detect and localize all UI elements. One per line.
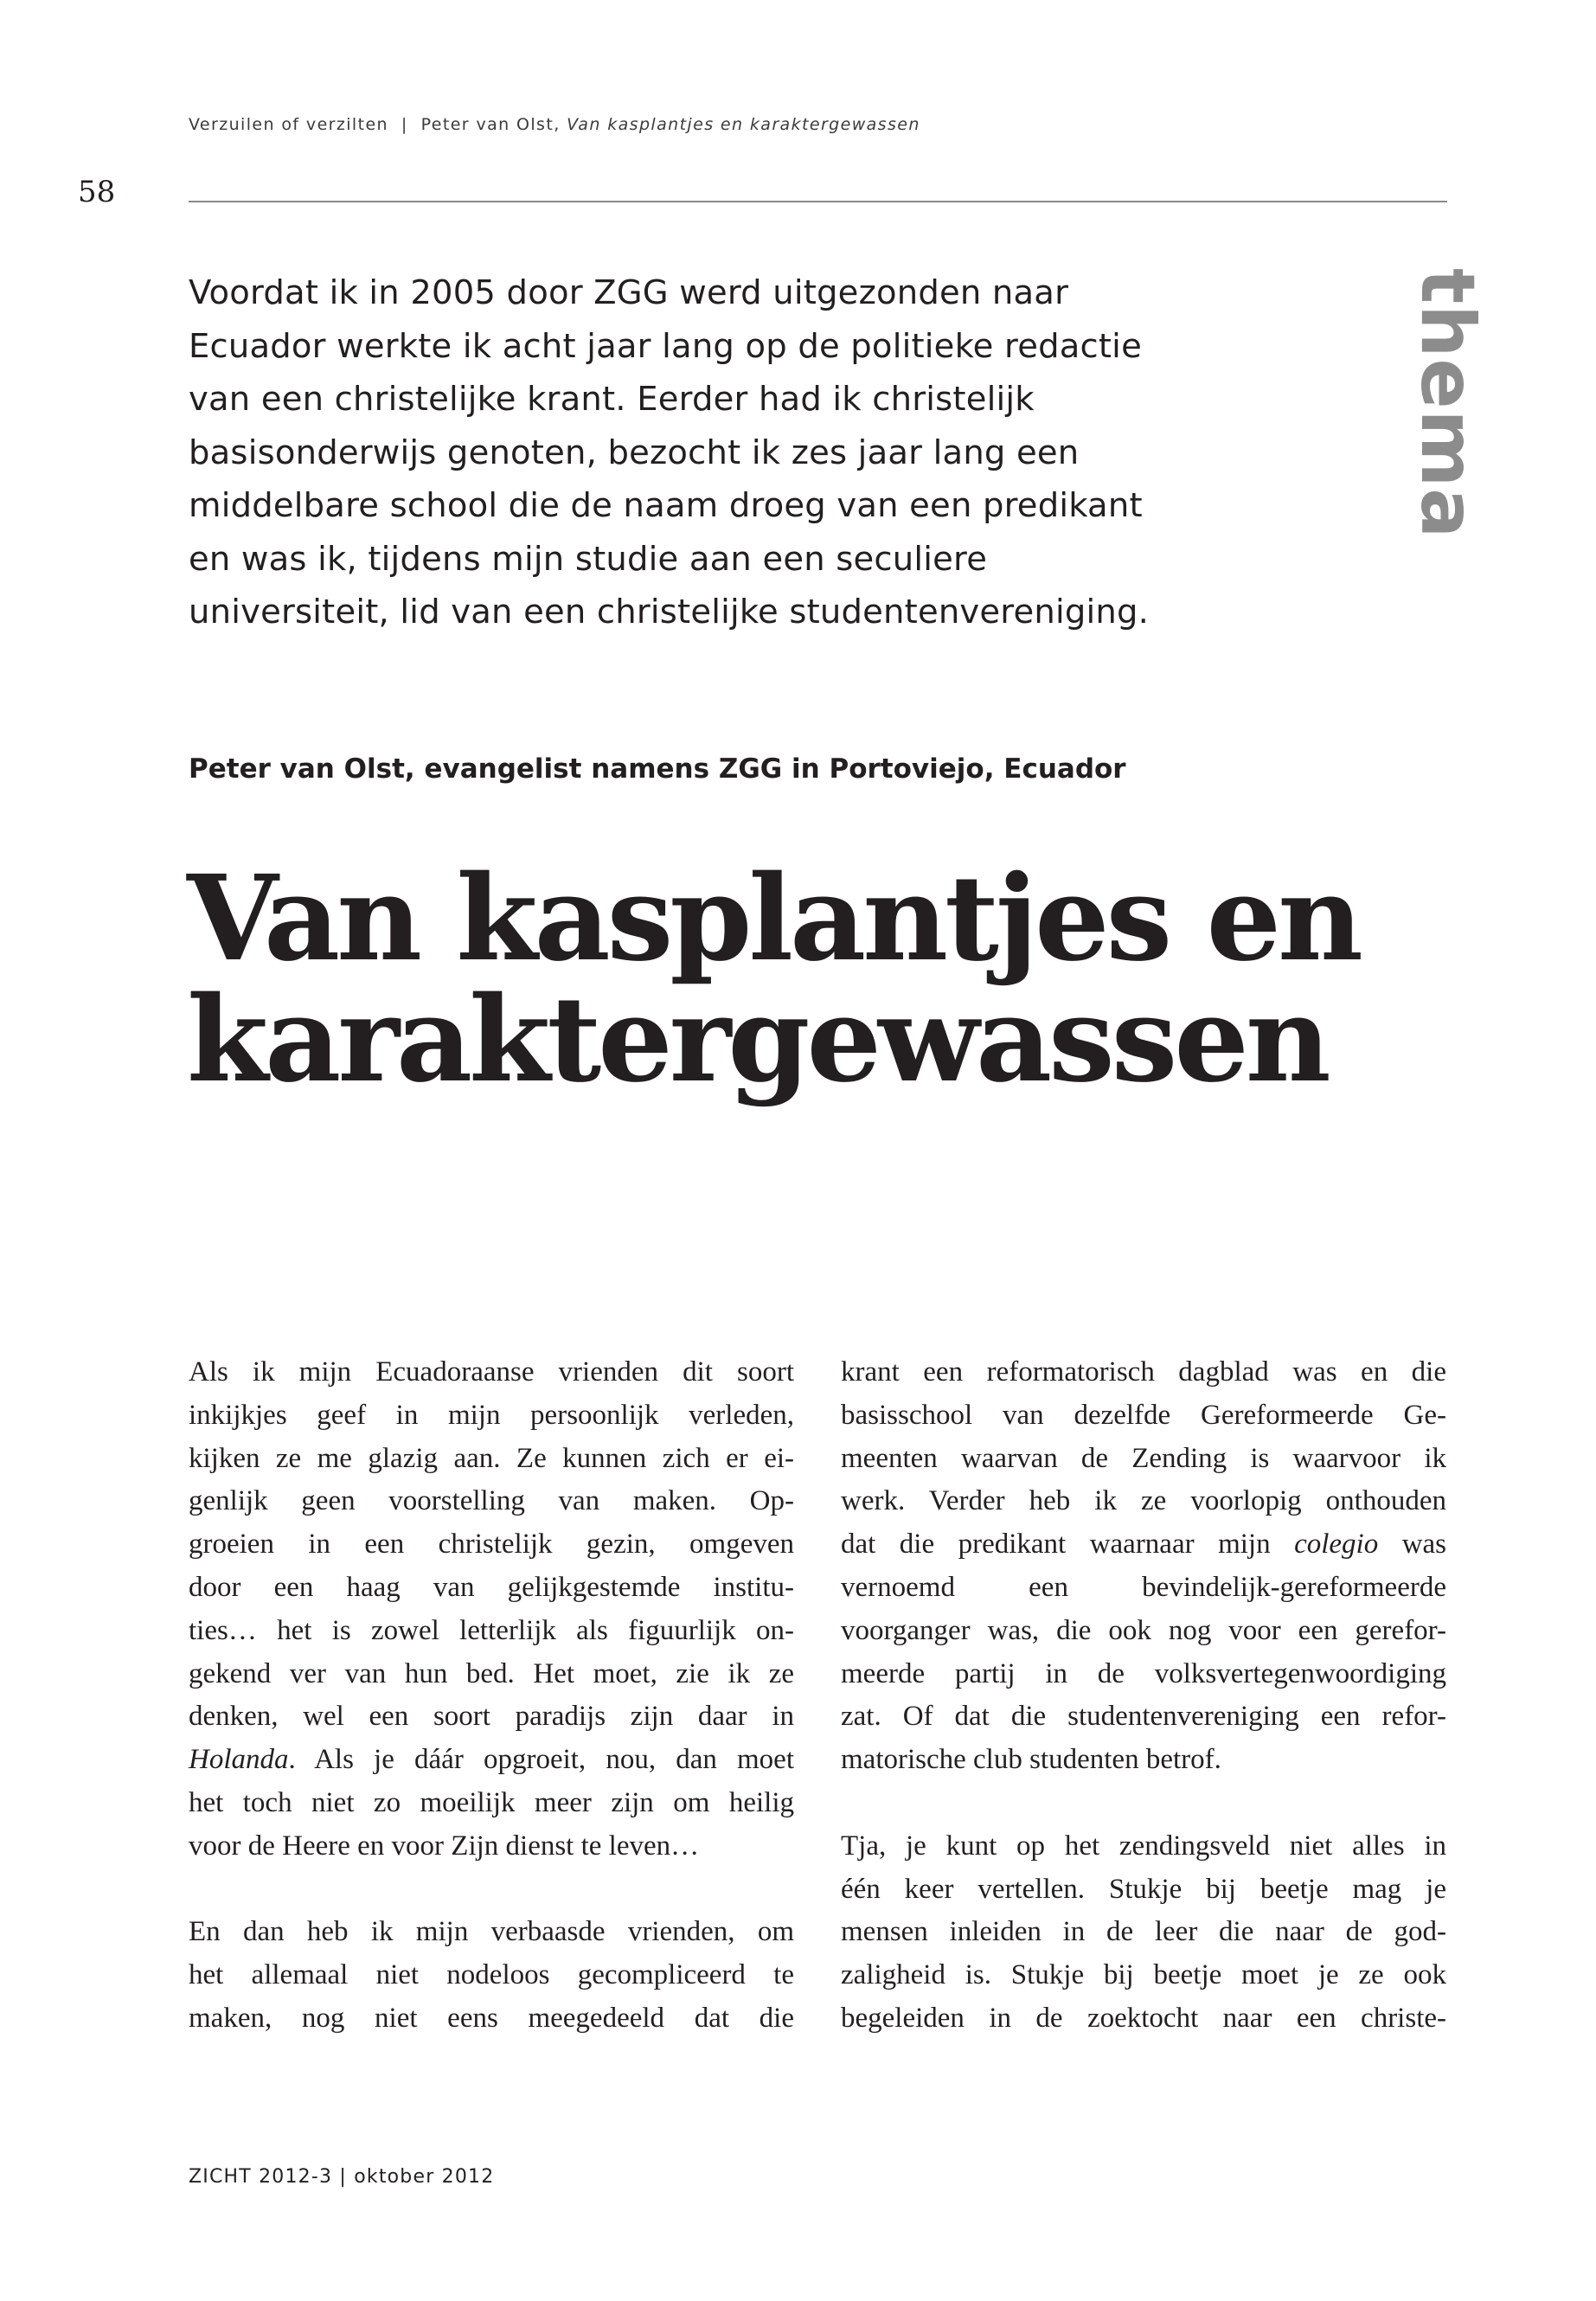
body-line: één keer vertellen. Stukje bij beetje mag je	[841, 1873, 1446, 1905]
body-line: basisschool van dezelfde Gereformeerde Ge-	[841, 1399, 1446, 1431]
intro-line: middelbare school die de naam droeg van een predikant	[189, 486, 1143, 525]
body-line: maken, nog niet eens meegedeeld dat die	[189, 2002, 794, 2034]
body-line: door een haag van gelijkgestemde institu-	[189, 1571, 794, 1603]
body-line: genlijk geen voorstelling van maken. Op-	[189, 1485, 794, 1517]
paragraph-gap	[189, 1868, 794, 1912]
body-line: begeleiden in de zoektocht naar een christe-	[841, 2002, 1446, 2034]
body-line	[841, 1523, 1446, 1567]
intro-line: van een christelijke krant. Eerder had ik christelijk	[189, 380, 1035, 419]
body-line: inkijkjes geef in mijn persoonlijk verleden,	[189, 1399, 794, 1431]
body-line: ties… het is zowel letterlijk als figuurlijk on-	[189, 1614, 794, 1646]
running-head-section: Verzuilen of verzilten	[189, 115, 388, 134]
running-head-separator: |	[401, 115, 408, 134]
header-rule	[189, 201, 1447, 202]
body-line: denken, wel een soort paradijs zijn daar in	[189, 1701, 794, 1733]
body-line: krant een reformatorisch dagblad was en die	[841, 1356, 1446, 1388]
page-number: 58	[78, 175, 116, 209]
body-line: kijken ze me glazig aan. Ze kunnen zich er ei-	[189, 1442, 794, 1474]
running-head	[189, 115, 920, 134]
body-line: voorganger was, die ook nog voor een gerefor-	[841, 1614, 1446, 1646]
intro-line: Ecuador werkte ik acht jaar lang op de politieke redactie	[189, 326, 1142, 366]
body-line: matorische club studenten betrof.	[841, 1744, 1221, 1776]
italic-word-holanda: Holanda	[189, 1744, 289, 1776]
section-tag: thema	[1404, 268, 1490, 540]
body-line: zat. Of dat die studentenvereniging een refor-	[841, 1701, 1446, 1733]
body-column-right	[841, 1351, 1446, 2041]
intro-line: basisonderwijs genoten, bezocht ik zes jaar lang een	[189, 433, 1080, 472]
body-line: mensen inleiden in de leer die naar de god-	[841, 1916, 1446, 1948]
headline-line: Van kasplantjes en	[187, 849, 1360, 988]
running-head-author: Peter van Olst,	[420, 115, 561, 134]
body-line: meerde partij in de volksvertegenwoordiging	[841, 1657, 1446, 1689]
page-footer: ZICHT 2012-3 | oktober 2012	[189, 2166, 495, 2188]
intro-line: en was ik, tijdens mijn studie aan een seculiere	[189, 539, 988, 579]
running-head-title: Van kasplantjes en karaktergewassen	[567, 115, 920, 134]
body-line-fragment: dat die predikant waarnaar mijn	[841, 1529, 1271, 1561]
body-line: zaligheid is. Stukje bij beetje moet je ze ook	[841, 1959, 1446, 1991]
italic-word-colegio: colegio	[1294, 1529, 1379, 1561]
intro-paragraph	[189, 266, 1157, 639]
body-line: het allemaal niet nodeloos gecompliceerd te	[189, 1959, 794, 1991]
body-line: Als ik mijn Ecuadoraanse vrienden dit soort	[189, 1356, 794, 1388]
body-line: vernoemd een bevindelijk-gereformeerde	[841, 1571, 1446, 1603]
body-line: groeien in een christelijk gezin, omgeven	[189, 1529, 794, 1561]
body-line-fragment: was	[1401, 1529, 1447, 1561]
body-column-left	[189, 1351, 794, 2041]
body-line: En dan heb ik mijn verbaasde vrienden, om	[189, 1916, 794, 1948]
body-line: het toch niet zo moeilijk meer zijn om heilig	[189, 1786, 794, 1818]
body-line	[189, 1739, 794, 1782]
intro-line: Voordat ik in 2005 door ZGG werd uitgezonden naar	[189, 273, 1069, 312]
article-headline	[187, 849, 1484, 1109]
headline-line: karaktergewassen	[187, 971, 1328, 1109]
paragraph-gap	[841, 1782, 1446, 1825]
body-line: voor de Heere en voor Zijn dienst te leven…	[189, 1830, 700, 1862]
intro-line: universiteit, lid van een christelijke studentenvereniging.	[189, 593, 1150, 631]
body-line: gekend ver van hun bed. Het moet, zie ik ze	[189, 1657, 794, 1689]
body-line-fragment: . Als je dáár opgroeit, nou, dan moet	[288, 1744, 794, 1776]
byline: Peter van Olst, evangelist namens ZGG in Portoviejo, Ecuador	[189, 753, 1126, 785]
body-line: meenten waarvan de Zending is waarvoor ik	[841, 1442, 1446, 1474]
body-line: Tja, je kunt op het zendingsveld niet alles in	[841, 1830, 1446, 1862]
body-line: werk. Verder heb ik ze voorlopig onthouden	[841, 1485, 1446, 1517]
